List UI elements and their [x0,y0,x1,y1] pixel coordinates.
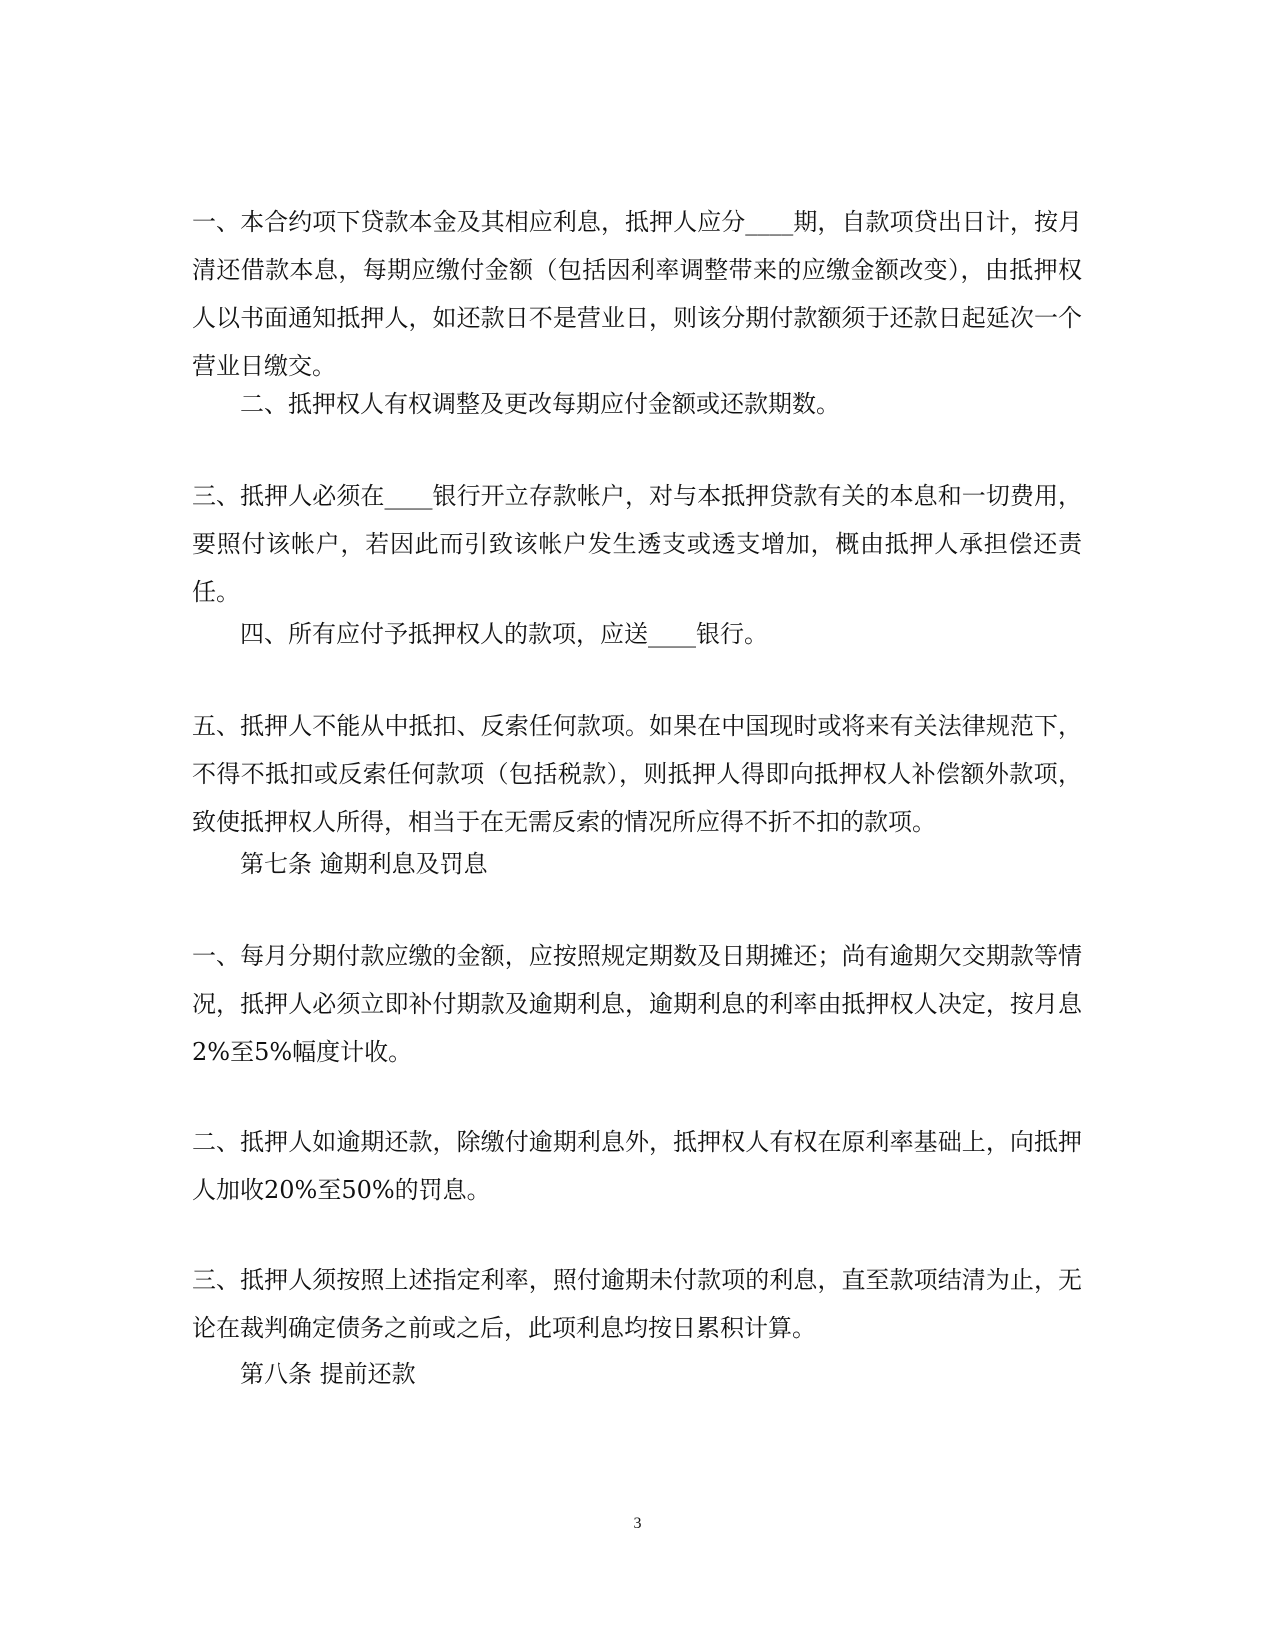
paragraph-deposit-account: 三、抵押人必须在____银行开立存款帐户，对与本抵押贷款有关的本息和一切费用，要照付该帐户，若因此而引致该帐户发生透支或透支增加，概由抵押人承担偿还责任。 [192,482,1082,606]
section-heading-article-8: 第八条 提前还款 [240,1360,416,1388]
paragraph-overdue-interest: 一、每月分期付款应缴的金额，应按照规定期数及日期摊还；尚有逾期欠交期款等情况，抵押人必须立即补付期款及逾期利息，逾期利息的利率由抵押权人决定，按月息2%至5%幅度计收。 [192,942,1082,1066]
paragraph-penalty-interest: 二、抵押人如逾期还款，除缴付逾期利息外，抵押权人有权在原利率基础上，向抵押人加收20%至50%的罚息。 [192,1128,1082,1204]
section-heading-article-7: 第七条 逾期利息及罚息 [240,850,488,878]
paragraph-repayment-installments: 一、本合约项下贷款本金及其相应利息，抵押人应分____期，自款项贷出日计，按月清还借款本息，每期应缴付金额（包括因利率调整带来的应缴金额改变），由抵押权人以书面通知抵押人，如还款日不是营业日，则该分期付款额须于还款日起延次一个营业日缴交。 [192,208,1082,380]
paragraph-no-deduction: 五、抵押人不能从中抵扣、反索任何款项。如果在中国现时或将来有关法律规范下，不得不抵扣或反索任何款项（包括税款），则抵押人得即向抵押权人补偿额外款项，致使抵押权人所得，相当于在无需反索的情况所应得不折不扣的款项。 [192,712,1082,836]
paragraph-payment-destination: 四、所有应付予抵押权人的款项，应送____银行。 [240,620,768,648]
paragraph-daily-accrual: 三、抵押人须按照上述指定利率，照付逾期未付款项的利息，直至款项结清为止，无论在裁判确定债务之前或之后，此项利息均按日累积计算。 [192,1266,1082,1342]
paragraph-adjust-amount: 二、抵押权人有权调整及更改每期应付金额或还款期数。 [240,390,840,418]
page-number: 3 [633,1515,642,1532]
